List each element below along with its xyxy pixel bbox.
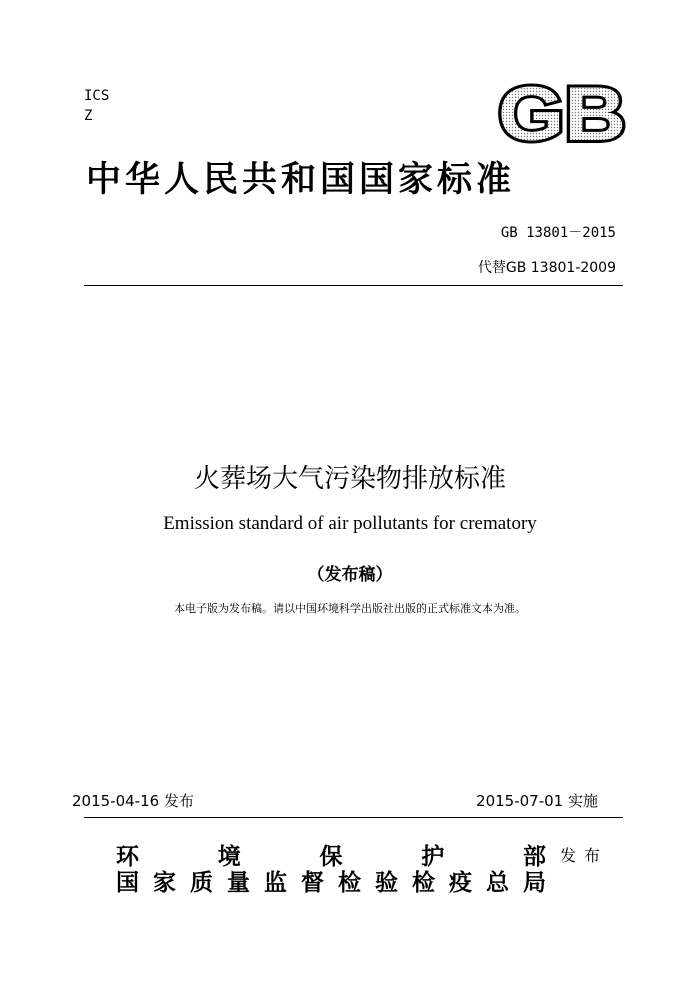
document-title-chinese: 火葬场大气污染物排放标准 [193, 464, 506, 494]
draft-label: （发布稿） [307, 565, 393, 585]
standard-number: GB 13801－2015 [500, 225, 616, 241]
issuer-aqsiq-char: 国 [116, 869, 139, 896]
issuer-ministry-char: 境 [217, 843, 241, 870]
issuer-aqsiq-char: 疫 [449, 869, 472, 896]
issuer-aqsiq-char: 监 [264, 869, 287, 896]
header-divider [84, 285, 623, 286]
gb-logo-text: GB [498, 78, 626, 148]
issuer-aqsiq-char: 督 [301, 869, 324, 896]
publish-date: 2015-04-16 发布 [72, 792, 194, 810]
issuer-aqsiq-char: 检 [338, 869, 361, 896]
footer-divider [84, 817, 623, 818]
edition-notice: 本电子版为发布稿。请以中国环境科学出版社出版的正式标准文本为准。 [174, 602, 526, 615]
issuer-ministry-char: 部 [523, 843, 546, 870]
issuer-aqsiq-char: 局 [523, 869, 546, 896]
issue-label: 发布 [560, 846, 609, 865]
issuer-aqsiq-char: 验 [375, 869, 398, 896]
issuer-ministry-char: 环 [116, 843, 139, 870]
issuer-aqsiq-char: 量 [227, 869, 250, 896]
ics-code: ICS Z [84, 88, 110, 124]
document-title-english: Emission standard of air pollutants for crematory [163, 513, 537, 534]
issuer-ministry-char: 护 [421, 843, 445, 870]
gb-logo [496, 78, 628, 148]
issuer-aqsiq-char: 总 [486, 869, 509, 896]
issuer-aqsiq-char: 家 [153, 869, 176, 896]
issuer-aqsiq-char: 检 [412, 869, 435, 896]
issuer-aqsiq-char: 质 [190, 869, 213, 896]
national-standard-heading: 中华人民共和国国家标准 [86, 159, 516, 200]
issuer-aqsiq [116, 864, 546, 897]
issuer-ministry-char: 保 [319, 843, 343, 870]
implementation-date: 2015-07-01 实施 [476, 792, 598, 810]
replaces-standard: 代替GB 13801-2009 [477, 260, 616, 276]
